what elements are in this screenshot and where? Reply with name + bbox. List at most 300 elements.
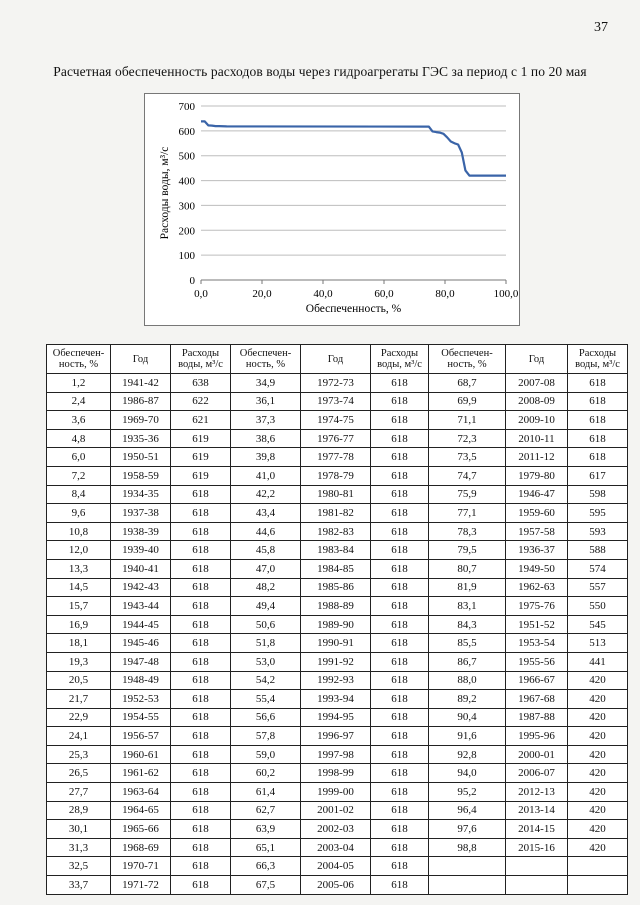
table-cell: 79,5 bbox=[429, 541, 506, 560]
table-cell: 1964-65 bbox=[111, 801, 171, 820]
table-cell bbox=[506, 857, 568, 876]
table-cell: 420 bbox=[568, 783, 628, 802]
table-cell: 1946-47 bbox=[506, 485, 568, 504]
table-cell: 74,7 bbox=[429, 466, 506, 485]
table-cell: 1957-58 bbox=[506, 522, 568, 541]
series-line bbox=[201, 121, 506, 175]
table-cell: 10,8 bbox=[47, 522, 111, 541]
table-cell: 1997-98 bbox=[301, 745, 371, 764]
table-cell: 86,7 bbox=[429, 652, 506, 671]
table-header-cell: Год bbox=[506, 345, 568, 374]
table-cell: 619 bbox=[171, 448, 231, 467]
table-cell: 92,8 bbox=[429, 745, 506, 764]
table-cell: 1939-40 bbox=[111, 541, 171, 560]
table-row bbox=[47, 578, 628, 597]
table-header-cell: Расходы воды, м³/с bbox=[171, 345, 231, 374]
table-cell: 1994-95 bbox=[301, 708, 371, 727]
table-cell: 2014-15 bbox=[506, 820, 568, 839]
table-cell: 618 bbox=[371, 708, 429, 727]
table-cell: 618 bbox=[171, 578, 231, 597]
table-cell: 1965-66 bbox=[111, 820, 171, 839]
table-cell: 550 bbox=[568, 597, 628, 616]
table-cell: 1970-71 bbox=[111, 857, 171, 876]
table-cell: 22,9 bbox=[47, 708, 111, 727]
table-cell: 1963-64 bbox=[111, 783, 171, 802]
table-cell: 1955-56 bbox=[506, 652, 568, 671]
table-cell: 618 bbox=[371, 820, 429, 839]
table-cell: 618 bbox=[371, 857, 429, 876]
table-cell: 1944-45 bbox=[111, 615, 171, 634]
table-cell: 59,0 bbox=[231, 745, 301, 764]
table-cell: 618 bbox=[171, 801, 231, 820]
data-table bbox=[46, 344, 628, 895]
table-cell: 19,3 bbox=[47, 652, 111, 671]
y-axis-label: Расходы воды, м³/с bbox=[159, 146, 171, 240]
table-cell: 638 bbox=[171, 374, 231, 393]
table-cell: 1962-63 bbox=[506, 578, 568, 597]
table-cell: 618 bbox=[371, 597, 429, 616]
table-cell: 1995-96 bbox=[506, 727, 568, 746]
table-cell: 2007-08 bbox=[506, 374, 568, 393]
table-cell: 618 bbox=[371, 783, 429, 802]
table-cell: 513 bbox=[568, 634, 628, 653]
x-tick-label: 100,0 bbox=[493, 288, 519, 300]
table-cell: 50,6 bbox=[231, 615, 301, 634]
table-cell: 1972-73 bbox=[301, 374, 371, 393]
table-cell: 89,2 bbox=[429, 690, 506, 709]
table-cell: 420 bbox=[568, 727, 628, 746]
table-row bbox=[47, 801, 628, 820]
table-cell: 1951-52 bbox=[506, 615, 568, 634]
chart bbox=[144, 93, 520, 326]
table-cell: 13,3 bbox=[47, 559, 111, 578]
table-cell: 618 bbox=[171, 522, 231, 541]
table-cell: 595 bbox=[568, 504, 628, 523]
table-cell: 1980-81 bbox=[301, 485, 371, 504]
table-cell: 618 bbox=[171, 820, 231, 839]
table-cell: 420 bbox=[568, 745, 628, 764]
table-cell: 618 bbox=[568, 374, 628, 393]
y-tick-label: 600 bbox=[178, 125, 195, 138]
table-row bbox=[47, 652, 628, 671]
table-header-row bbox=[47, 345, 628, 374]
table-cell: 1981-82 bbox=[301, 504, 371, 523]
table-cell: 63,9 bbox=[231, 820, 301, 839]
y-tick-label: 100 bbox=[178, 250, 195, 263]
table-cell: 12,0 bbox=[47, 541, 111, 560]
table-cell: 1992-93 bbox=[301, 671, 371, 690]
table-cell: 618 bbox=[171, 485, 231, 504]
table-cell: 574 bbox=[568, 559, 628, 578]
table-cell: 57,8 bbox=[231, 727, 301, 746]
table-cell: 97,6 bbox=[429, 820, 506, 839]
table-row bbox=[47, 690, 628, 709]
table-cell: 1952-53 bbox=[111, 690, 171, 709]
table-cell: 1988-89 bbox=[301, 597, 371, 616]
y-tick-label: 500 bbox=[178, 150, 195, 163]
table-cell: 1991-92 bbox=[301, 652, 371, 671]
table-cell: 25,3 bbox=[47, 745, 111, 764]
table-cell: 1996-97 bbox=[301, 727, 371, 746]
table-cell: 618 bbox=[371, 876, 429, 895]
table-cell: 27,7 bbox=[47, 783, 111, 802]
table-cell: 75,9 bbox=[429, 485, 506, 504]
table-cell: 618 bbox=[371, 541, 429, 560]
table-cell: 88,0 bbox=[429, 671, 506, 690]
table-cell: 83,1 bbox=[429, 597, 506, 616]
table-cell: 2009-10 bbox=[506, 411, 568, 430]
table-cell: 1,2 bbox=[47, 374, 111, 393]
table-cell: 34,9 bbox=[231, 374, 301, 393]
table-row bbox=[47, 838, 628, 857]
x-tick-label: 20,0 bbox=[252, 288, 272, 300]
table-cell: 618 bbox=[171, 745, 231, 764]
table-cell: 2000-01 bbox=[506, 745, 568, 764]
table-cell: 2010-11 bbox=[506, 429, 568, 448]
table-cell: 1982-83 bbox=[301, 522, 371, 541]
table-cell: 1979-80 bbox=[506, 466, 568, 485]
x-axis-label: Обеспеченность, % bbox=[305, 303, 402, 315]
table-cell: 1999-00 bbox=[301, 783, 371, 802]
table-cell: 2005-06 bbox=[301, 876, 371, 895]
table-cell: 45,8 bbox=[231, 541, 301, 560]
table-row bbox=[47, 597, 628, 616]
table-row bbox=[47, 764, 628, 783]
table-cell: 1978-79 bbox=[301, 466, 371, 485]
table-header-cell: Год bbox=[301, 345, 371, 374]
table-cell: 2006-07 bbox=[506, 764, 568, 783]
table-cell: 81,9 bbox=[429, 578, 506, 597]
table-cell: 618 bbox=[568, 448, 628, 467]
table-cell: 619 bbox=[171, 466, 231, 485]
table-cell: 557 bbox=[568, 578, 628, 597]
table-cell: 622 bbox=[171, 392, 231, 411]
table-cell: 1989-90 bbox=[301, 615, 371, 634]
page-title: Расчетная обеспеченность расходов воды через гидроагрегаты ГЭС за период с 1 по 20 мая bbox=[53, 64, 587, 79]
table-cell: 1936-37 bbox=[506, 541, 568, 560]
table-cell: 588 bbox=[568, 541, 628, 560]
table-cell: 44,6 bbox=[231, 522, 301, 541]
x-tick-label: 80,0 bbox=[435, 288, 455, 300]
table-cell: 618 bbox=[568, 429, 628, 448]
table-cell: 618 bbox=[171, 634, 231, 653]
table-cell: 1953-54 bbox=[506, 634, 568, 653]
table-cell: 618 bbox=[371, 522, 429, 541]
table-row bbox=[47, 466, 628, 485]
table-cell: 9,6 bbox=[47, 504, 111, 523]
table-cell: 618 bbox=[171, 838, 231, 857]
table-cell: 618 bbox=[371, 690, 429, 709]
table-cell: 618 bbox=[371, 374, 429, 393]
table-cell: 1958-59 bbox=[111, 466, 171, 485]
table-cell: 60,2 bbox=[231, 764, 301, 783]
table-cell: 2004-05 bbox=[301, 857, 371, 876]
table-cell: 1975-76 bbox=[506, 597, 568, 616]
table-cell: 618 bbox=[171, 559, 231, 578]
table-header-cell: Обеспечен-ность, % bbox=[47, 345, 111, 374]
table-row bbox=[47, 411, 628, 430]
table-cell: 420 bbox=[568, 820, 628, 839]
table-row bbox=[47, 671, 628, 690]
table-cell: 36,1 bbox=[231, 392, 301, 411]
table-cell: 545 bbox=[568, 615, 628, 634]
table-cell: 67,5 bbox=[231, 876, 301, 895]
table-cell: 24,1 bbox=[47, 727, 111, 746]
y-tick-label: 400 bbox=[178, 175, 195, 188]
table-cell: 90,4 bbox=[429, 708, 506, 727]
table-header-cell: Год bbox=[111, 345, 171, 374]
table-row bbox=[47, 559, 628, 578]
table-cell: 65,1 bbox=[231, 838, 301, 857]
table-cell: 618 bbox=[371, 634, 429, 653]
table-cell: 28,9 bbox=[47, 801, 111, 820]
table-body bbox=[47, 374, 628, 895]
table-cell: 96,4 bbox=[429, 801, 506, 820]
y-tick-label: 0 bbox=[189, 275, 195, 287]
table-cell: 618 bbox=[171, 652, 231, 671]
table-cell: 1984-85 bbox=[301, 559, 371, 578]
table-cell: 2012-13 bbox=[506, 783, 568, 802]
table-cell: 621 bbox=[171, 411, 231, 430]
table-header-cell: Обеспечен-ность, % bbox=[231, 345, 301, 374]
table-cell: 420 bbox=[568, 671, 628, 690]
table-cell: 1969-70 bbox=[111, 411, 171, 430]
table-cell: 61,4 bbox=[231, 783, 301, 802]
table-cell: 1985-86 bbox=[301, 578, 371, 597]
table-cell: 1987-88 bbox=[506, 708, 568, 727]
table-cell: 56,6 bbox=[231, 708, 301, 727]
x-tick-label: 40,0 bbox=[313, 288, 333, 300]
table-row bbox=[47, 876, 628, 895]
table-cell: 1938-39 bbox=[111, 522, 171, 541]
table-cell: 2,4 bbox=[47, 392, 111, 411]
table-cell: 78,3 bbox=[429, 522, 506, 541]
table-cell: 38,6 bbox=[231, 429, 301, 448]
table-cell: 618 bbox=[371, 392, 429, 411]
table-cell: 2013-14 bbox=[506, 801, 568, 820]
table-cell: 72,3 bbox=[429, 429, 506, 448]
x-tick-label: 60,0 bbox=[374, 288, 394, 300]
table-cell: 39,8 bbox=[231, 448, 301, 467]
table-cell: 21,7 bbox=[47, 690, 111, 709]
table-cell: 30,1 bbox=[47, 820, 111, 839]
table-cell: 1966-67 bbox=[506, 671, 568, 690]
table-row bbox=[47, 448, 628, 467]
table-cell: 2001-02 bbox=[301, 801, 371, 820]
table-cell: 1935-36 bbox=[111, 429, 171, 448]
table-row bbox=[47, 504, 628, 523]
table-cell: 20,5 bbox=[47, 671, 111, 690]
table-cell: 618 bbox=[171, 671, 231, 690]
table-cell bbox=[506, 876, 568, 895]
table-row bbox=[47, 708, 628, 727]
table-row bbox=[47, 820, 628, 839]
table-cell: 618 bbox=[171, 597, 231, 616]
table-cell: 14,5 bbox=[47, 578, 111, 597]
table-row bbox=[47, 541, 628, 560]
table-cell: 618 bbox=[171, 876, 231, 895]
y-tick-label: 300 bbox=[178, 200, 195, 213]
table-cell: 1950-51 bbox=[111, 448, 171, 467]
table-cell: 32,5 bbox=[47, 857, 111, 876]
table-cell: 618 bbox=[171, 541, 231, 560]
table-cell: 618 bbox=[171, 504, 231, 523]
table-cell: 16,9 bbox=[47, 615, 111, 634]
table-cell: 420 bbox=[568, 838, 628, 857]
table-cell: 37,3 bbox=[231, 411, 301, 430]
table-cell bbox=[429, 876, 506, 895]
table-cell: 51,8 bbox=[231, 634, 301, 653]
table-cell: 68,7 bbox=[429, 374, 506, 393]
table-cell: 1967-68 bbox=[506, 690, 568, 709]
table-cell: 420 bbox=[568, 708, 628, 727]
table-cell: 1948-49 bbox=[111, 671, 171, 690]
table-cell: 441 bbox=[568, 652, 628, 671]
table-cell: 618 bbox=[171, 690, 231, 709]
table-cell: 66,3 bbox=[231, 857, 301, 876]
table-cell: 15,7 bbox=[47, 597, 111, 616]
table-cell: 6,0 bbox=[47, 448, 111, 467]
table-header-cell: Обеспечен-ность, % bbox=[429, 345, 506, 374]
table-cell bbox=[429, 857, 506, 876]
table-cell: 1986-87 bbox=[111, 392, 171, 411]
table-cell: 95,2 bbox=[429, 783, 506, 802]
table-cell: 2002-03 bbox=[301, 820, 371, 839]
table-cell: 618 bbox=[371, 838, 429, 857]
table-cell: 618 bbox=[171, 783, 231, 802]
table-cell: 1971-72 bbox=[111, 876, 171, 895]
table-cell: 49,4 bbox=[231, 597, 301, 616]
table-row bbox=[47, 374, 628, 393]
table-row bbox=[47, 857, 628, 876]
table-cell: 1942-43 bbox=[111, 578, 171, 597]
table-cell: 48,2 bbox=[231, 578, 301, 597]
table-cell: 4,8 bbox=[47, 429, 111, 448]
table-cell: 1945-46 bbox=[111, 634, 171, 653]
table-cell: 1949-50 bbox=[506, 559, 568, 578]
x-tick-label: 0,0 bbox=[194, 288, 208, 300]
table-row bbox=[47, 615, 628, 634]
table-cell: 94,0 bbox=[429, 764, 506, 783]
table-cell: 18,1 bbox=[47, 634, 111, 653]
table-cell: 42,2 bbox=[231, 485, 301, 504]
table-cell: 1961-62 bbox=[111, 764, 171, 783]
table-cell: 618 bbox=[171, 857, 231, 876]
table-row bbox=[47, 745, 628, 764]
table-cell: 420 bbox=[568, 690, 628, 709]
table-cell: 618 bbox=[171, 708, 231, 727]
table-cell: 617 bbox=[568, 466, 628, 485]
table-row bbox=[47, 485, 628, 504]
table-cell: 55,4 bbox=[231, 690, 301, 709]
table-cell: 1934-35 bbox=[111, 485, 171, 504]
table-cell: 2003-04 bbox=[301, 838, 371, 857]
table-cell: 618 bbox=[371, 764, 429, 783]
table-cell: 1968-69 bbox=[111, 838, 171, 857]
table-cell: 1937-38 bbox=[111, 504, 171, 523]
table-cell: 43,4 bbox=[231, 504, 301, 523]
table-cell: 1974-75 bbox=[301, 411, 371, 430]
table-cell: 33,7 bbox=[47, 876, 111, 895]
table-cell: 62,7 bbox=[231, 801, 301, 820]
table-cell: 7,2 bbox=[47, 466, 111, 485]
table-cell bbox=[568, 876, 628, 895]
table-cell: 1956-57 bbox=[111, 727, 171, 746]
table-cell: 69,9 bbox=[429, 392, 506, 411]
table-cell: 31,3 bbox=[47, 838, 111, 857]
table-cell: 98,8 bbox=[429, 838, 506, 857]
table-cell: 598 bbox=[568, 485, 628, 504]
table-cell: 593 bbox=[568, 522, 628, 541]
table-row bbox=[47, 727, 628, 746]
table-cell: 618 bbox=[371, 411, 429, 430]
table-cell: 618 bbox=[371, 745, 429, 764]
table-cell: 2008-09 bbox=[506, 392, 568, 411]
table-cell: 80,7 bbox=[429, 559, 506, 578]
table-cell: 420 bbox=[568, 764, 628, 783]
table-cell: 619 bbox=[171, 429, 231, 448]
table-cell: 47,0 bbox=[231, 559, 301, 578]
table-row bbox=[47, 429, 628, 448]
table-cell: 618 bbox=[371, 652, 429, 671]
table-cell: 26,5 bbox=[47, 764, 111, 783]
table-cell: 618 bbox=[371, 615, 429, 634]
table-cell: 1954-55 bbox=[111, 708, 171, 727]
table-cell: 618 bbox=[371, 727, 429, 746]
table-cell: 1993-94 bbox=[301, 690, 371, 709]
table-header-cell: Расходы воды, м³/с bbox=[568, 345, 628, 374]
table-row bbox=[47, 634, 628, 653]
table-cell: 618 bbox=[371, 466, 429, 485]
table-cell: 1940-41 bbox=[111, 559, 171, 578]
table-cell: 618 bbox=[568, 411, 628, 430]
table-cell: 73,5 bbox=[429, 448, 506, 467]
table-cell: 1990-91 bbox=[301, 634, 371, 653]
table-cell: 2011-12 bbox=[506, 448, 568, 467]
table-cell: 54,2 bbox=[231, 671, 301, 690]
table-cell: 618 bbox=[371, 504, 429, 523]
table-cell: 618 bbox=[371, 429, 429, 448]
table-cell: 1983-84 bbox=[301, 541, 371, 560]
table-cell: 618 bbox=[371, 485, 429, 504]
table-cell: 1959-60 bbox=[506, 504, 568, 523]
table-cell: 420 bbox=[568, 801, 628, 820]
table-cell: 2015-16 bbox=[506, 838, 568, 857]
table-cell: 8,4 bbox=[47, 485, 111, 504]
table-cell: 1998-99 bbox=[301, 764, 371, 783]
table-cell: 77,1 bbox=[429, 504, 506, 523]
chart-svg bbox=[145, 94, 519, 325]
table-cell: 1947-48 bbox=[111, 652, 171, 671]
table-cell: 1976-77 bbox=[301, 429, 371, 448]
table-cell: 1943-44 bbox=[111, 597, 171, 616]
table-cell: 618 bbox=[371, 671, 429, 690]
table-cell: 618 bbox=[371, 559, 429, 578]
table-cell: 1960-61 bbox=[111, 745, 171, 764]
table-cell: 618 bbox=[171, 615, 231, 634]
table-cell: 71,1 bbox=[429, 411, 506, 430]
table-cell bbox=[568, 857, 628, 876]
table-cell: 85,5 bbox=[429, 634, 506, 653]
table-cell: 618 bbox=[371, 801, 429, 820]
y-tick-label: 700 bbox=[178, 101, 195, 113]
table-cell: 618 bbox=[171, 764, 231, 783]
table-cell: 3,6 bbox=[47, 411, 111, 430]
table-row bbox=[47, 392, 628, 411]
page-number: 37 bbox=[594, 20, 608, 35]
table-header-cell: Расходы воды, м³/с bbox=[371, 345, 429, 374]
table-cell: 1941-42 bbox=[111, 374, 171, 393]
